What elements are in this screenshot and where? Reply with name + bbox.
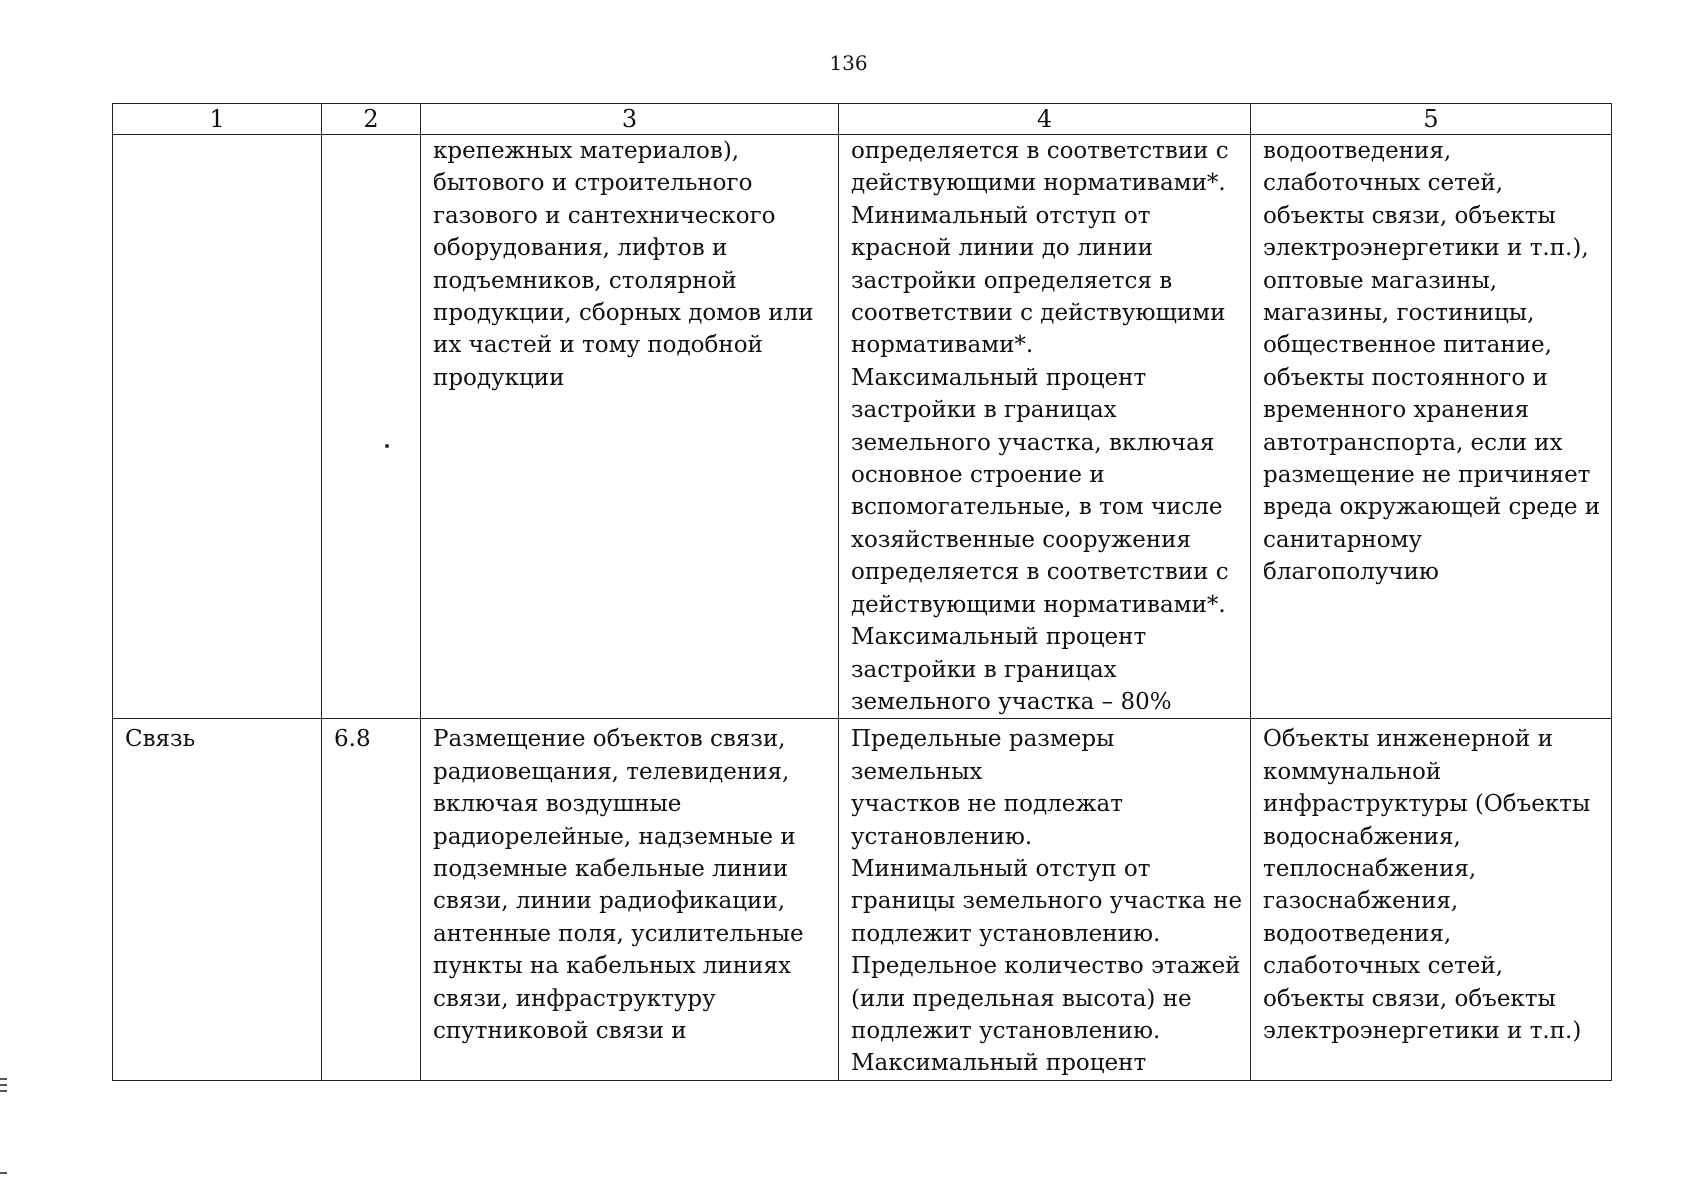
use-description-text: Размещение объектов связи, радиовещания, телевидения, включая воздушные радиорелейные, надземные и подземные кабельные линии связи, линии радиофикации, антенные поля, усилительные пункты на кабельных линиях связи, инфраструктуру спутниковой связи и	[433, 726, 804, 1044]
use-description-text: крепежных материалов), бытового и строительного газового и сантехнического оборудования, лифтов и подъемников, столярной продукции, сборных домов или их частей и тому подобной продукции	[433, 138, 814, 391]
margin-tick-mark	[0, 1078, 7, 1080]
header-col-4: 4	[839, 104, 1251, 135]
margin-tick-mark	[0, 1172, 7, 1174]
margin-tick-mark	[0, 1090, 7, 1092]
header-col-5: 5	[1251, 104, 1612, 135]
use-name-text: Связь	[125, 726, 196, 753]
cell-use-code	[322, 719, 421, 1080]
cell-parameters	[839, 719, 1251, 1080]
header-col-1: 1	[113, 104, 322, 135]
cell-auxiliary-uses	[1251, 135, 1612, 719]
auxiliary-uses-text: водоотведения, слаботочных сетей, объекты связи, объекты электроэнергетики и т.п.), оптовые магазины, магазины, гостиницы, общественное питание, объекты постоянного и временного хранения автотранспорта, если их размещение не причиняет вреда окружающей среде и санитарному благополучию	[1263, 138, 1601, 586]
parameters-text: определяется в соответствии с действующими нормативами*. Минимальный отступ от красной линии до линии застройки определяется в соответствии с действующими нормативами*. Максимальный процент застройки в границах земельного участка, включая основное строение и вспомогательные, в том числе хозяйственные сооружения определяется в соответствии с действующими нормативами*. Максимальный процент застройки в границах земельного участка – 80%	[851, 138, 1229, 715]
cell-use-code	[322, 135, 421, 719]
table-header-row	[113, 104, 1612, 135]
scan-dot-mark	[385, 444, 389, 448]
auxiliary-uses-text: Объекты инженерной и коммунальной инфраструктуры (Объекты водоснабжения, теплоснабжения, газоснабжения, водоотведения, слаботочных сетей, объекты связи, объекты электроэнергетики и т.п.)	[1263, 726, 1591, 1044]
margin-tick-mark	[0, 1084, 7, 1086]
table-row	[113, 719, 1612, 1080]
table-row	[113, 135, 1612, 719]
use-code-text: 6.8	[334, 726, 371, 753]
parameters-text: Предельные размеры земельных участков не подлежат установлению. Минимальный отступ от границы земельного участка не подлежит установлению. Предельное количество этажей (или предельная высота) не подлежит установлению. Максимальный процент	[851, 726, 1243, 1077]
header-col-2: 2	[322, 104, 421, 135]
zoning-regulations-table	[112, 103, 1612, 1081]
cell-parameters	[839, 135, 1251, 719]
page-number: 136	[829, 51, 868, 75]
cell-use-description	[421, 719, 839, 1080]
cell-use-name	[113, 135, 322, 719]
cell-auxiliary-uses	[1251, 719, 1612, 1080]
cell-use-description	[421, 135, 839, 719]
cell-use-name	[113, 719, 322, 1080]
header-col-3: 3	[421, 104, 839, 135]
